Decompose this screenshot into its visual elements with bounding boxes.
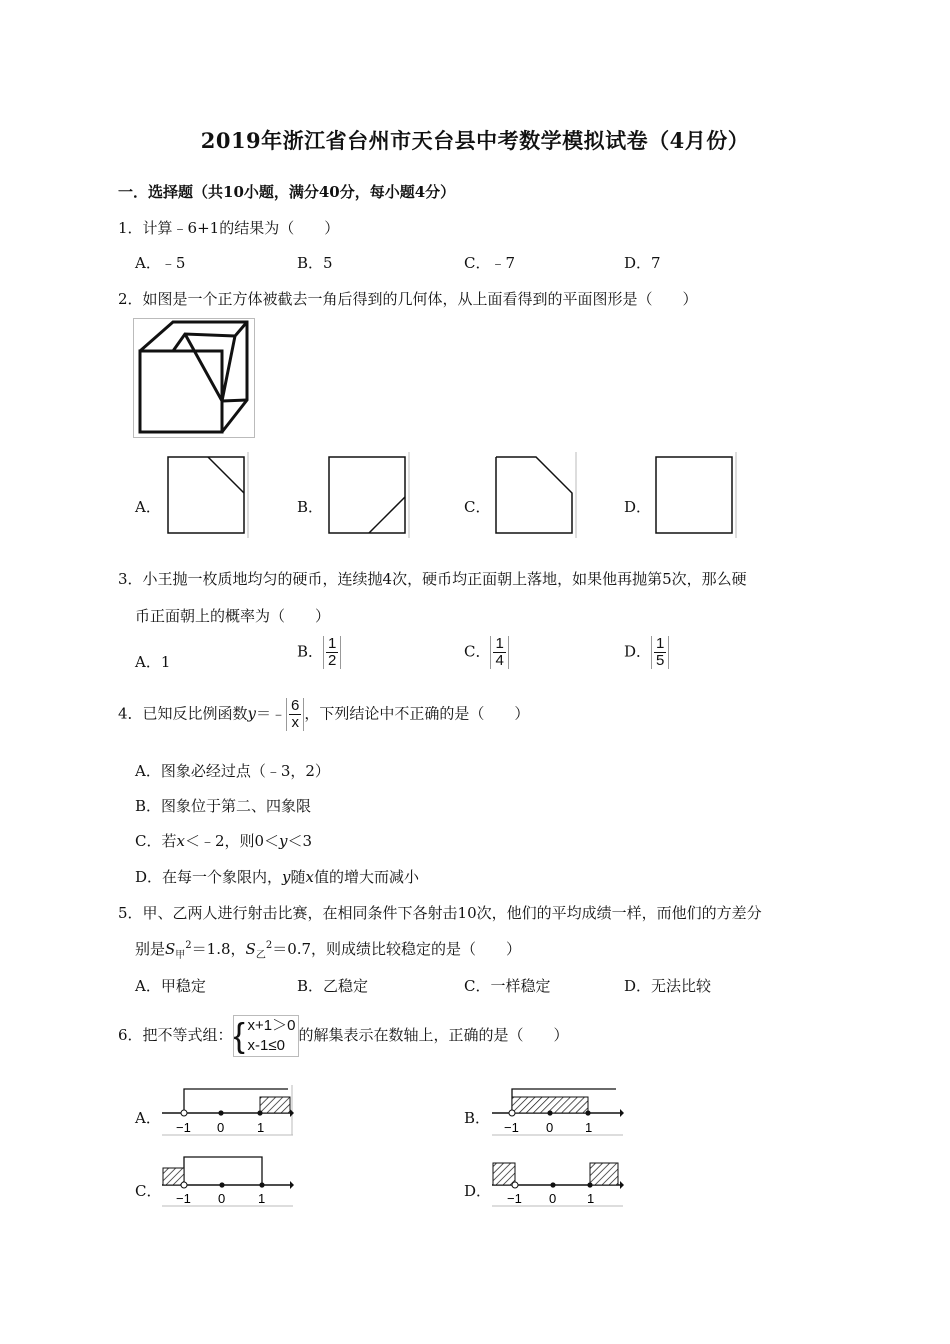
q2-option-b-figure[interactable] xyxy=(325,452,411,538)
q4-option-a[interactable]: A．图象必经过点（﹣3，2） xyxy=(135,762,330,780)
tick-label: 0 xyxy=(549,1191,557,1206)
q6-inequality-system: { x+1＞0 x-1≤0 xyxy=(233,1015,299,1057)
tick-label: 1 xyxy=(257,1120,265,1135)
q3-option-b-label: B． xyxy=(297,642,324,661)
section-heading: 一．选择题（共10小题，满分40分，每小题4分） xyxy=(118,183,456,201)
q3-option-d[interactable] xyxy=(624,636,669,669)
tick-label: 0 xyxy=(217,1120,225,1135)
question-2-stem: 2．如图是一个正方体被截去一角后得到的几何体，从上面看得到的平面图形是（ ） xyxy=(118,290,698,308)
question-6-stem: 6．把不等式组： { x+1＞0 x-1≤0 的解集表示在数轴上，正确的是（ ） xyxy=(118,1017,569,1055)
tick-label: 0 xyxy=(218,1191,226,1206)
question-5-stem-line1: 5．甲、乙两人进行射击比赛，在相同条件下各射击10次，他们的平均成绩一样，而他们的方差分 xyxy=(118,904,762,922)
q3-option-a[interactable]: A．1 xyxy=(135,653,171,671)
page-title: 2019年浙江省台州市天台县中考数学模拟试卷（4月份） xyxy=(200,128,750,153)
q6-option-b[interactable]: B． xyxy=(464,1109,491,1127)
q5-option-a[interactable]: A．甲稳定 xyxy=(135,977,206,995)
q5-option-b[interactable]: B．乙稳定 xyxy=(297,977,369,995)
q3-option-c-label: C． xyxy=(464,642,491,661)
question-5-stem-line2: 别是$S_甲^2=1.8$，$S_乙^2=0.7$，则成绩比较稳定的是（ ） xyxy=(135,940,522,961)
q1-option-b[interactable]: B．5 xyxy=(297,254,333,272)
tick-label: −1 xyxy=(507,1191,522,1206)
tick-label: −1 xyxy=(504,1120,519,1135)
q2-option-c[interactable]: C． xyxy=(464,498,491,516)
q2-option-c-figure[interactable] xyxy=(492,452,578,538)
q2-option-d-figure[interactable] xyxy=(652,452,738,538)
q3-option-c-fraction: $\frac{1}{4}$ xyxy=(490,636,508,669)
tick-label: 1 xyxy=(585,1120,593,1135)
q3-option-d-label: D． xyxy=(624,642,652,661)
question-3-stem-line1: 3．小王抛一枚质地均匀的硬币，连续抛4次，硬币均正面朝上落地，如果他再抛第5次，那么硬 xyxy=(118,570,747,588)
q6-option-c[interactable]: C． xyxy=(135,1182,162,1200)
tick-label: 1 xyxy=(258,1191,266,1206)
q6-option-d[interactable]: D． xyxy=(464,1182,492,1200)
q2-option-a[interactable]: A． xyxy=(135,498,161,516)
q5-option-c[interactable]: C．一样稳定 xyxy=(464,977,551,995)
q3-option-b[interactable] xyxy=(297,636,341,669)
q1-option-c[interactable]: C．﹣7 xyxy=(464,254,516,272)
tick-label: 0 xyxy=(546,1120,554,1135)
tick-label: −1 xyxy=(176,1120,191,1135)
q1-option-a[interactable]: A．﹣5 xyxy=(135,254,186,272)
question-3-stem-line2: 币正面朝上的概率为（ ） xyxy=(135,607,331,625)
q3-option-b-fraction: $\frac{1}{2}$ xyxy=(323,636,341,669)
q6-option-c-number-line[interactable] xyxy=(160,1155,295,1209)
q6-option-d-number-line[interactable] xyxy=(490,1155,625,1209)
q4-option-d[interactable]: D．在每一个象限内，y随x值的增大而减小 xyxy=(135,868,420,886)
tick-label: −1 xyxy=(176,1191,191,1206)
q3-option-c[interactable] xyxy=(464,636,509,669)
question-1-stem: 1．计算﹣6+1的结果为（ ） xyxy=(118,219,340,237)
question-4-stem: 4．已知反比例函数y＝﹣ $\frac{6}{x}$ ，下列结论中不正确的是（ ） xyxy=(118,697,530,731)
q2-option-b[interactable]: B． xyxy=(297,498,324,516)
q1-option-d[interactable]: D．7 xyxy=(624,254,661,272)
q4-fraction: $\frac{6}{x}$ xyxy=(286,698,304,731)
q6-option-a-number-line[interactable] xyxy=(160,1085,295,1137)
tick-label: 1 xyxy=(587,1191,595,1206)
q2-option-a-figure[interactable] xyxy=(164,452,250,538)
q3-option-d-fraction: $\frac{1}{5}$ xyxy=(651,636,669,669)
truncated-cube-figure xyxy=(133,318,255,438)
q4-option-c[interactable]: C．若x＜﹣2，则0＜y＜3 xyxy=(135,832,313,850)
q4-option-b[interactable]: B．图象位于第二、四象限 xyxy=(135,797,312,815)
q5-option-d[interactable]: D．无法比较 xyxy=(624,977,712,995)
q6-option-a[interactable]: A． xyxy=(135,1109,161,1127)
q6-option-b-number-line[interactable] xyxy=(490,1085,625,1137)
q2-option-d[interactable]: D． xyxy=(624,498,652,516)
